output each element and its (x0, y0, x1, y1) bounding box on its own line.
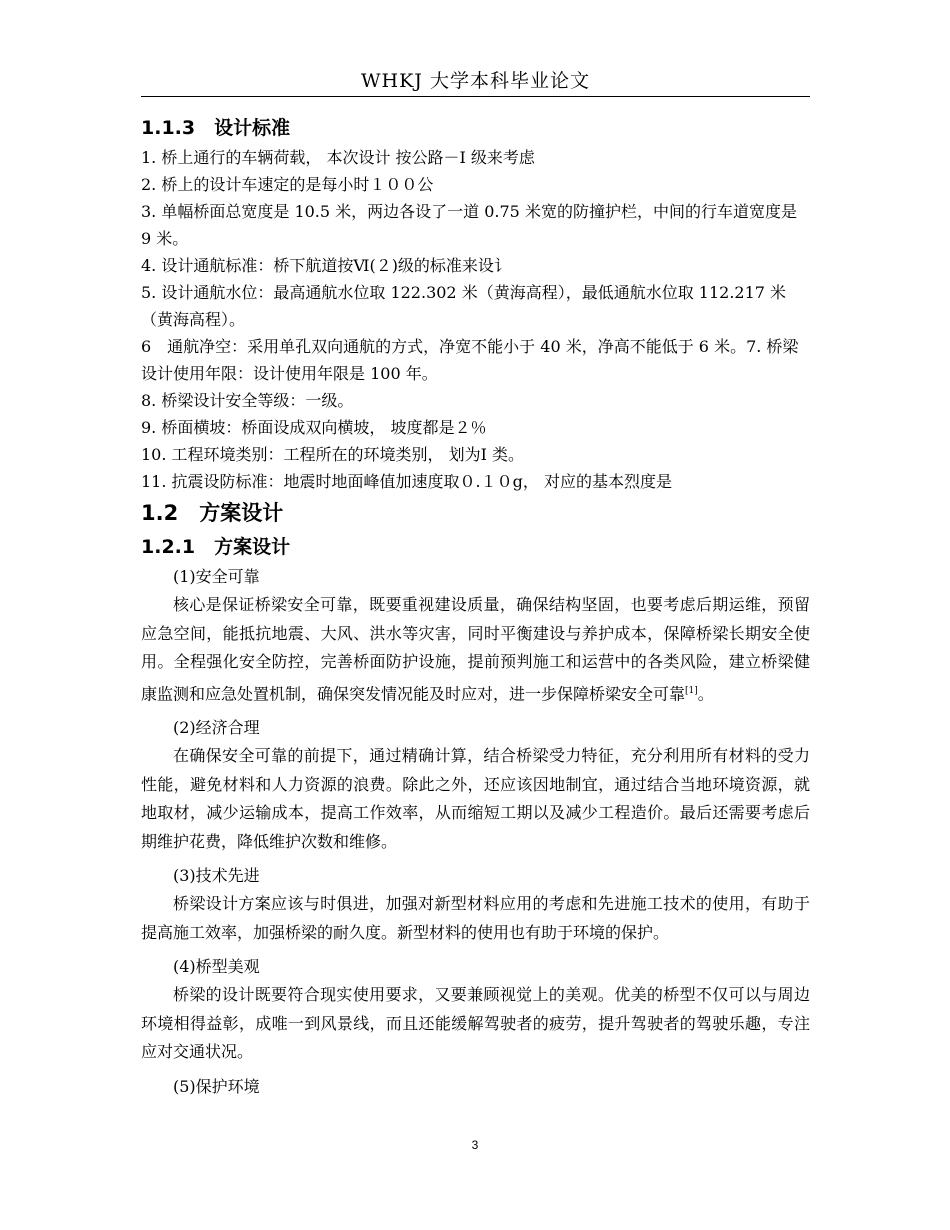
paragraph-technology: 桥梁设计方案应该与时俱进，加强对新型材料应用的考虑和先进施工技术的使用，有助于提高施工效率，加强桥梁的耐久度。新型材料的使用也有助于环境的保护。 (141, 894, 810, 942)
standard-item-5: 5. 设计通航水位：最高通航水位取 122.302 米（黄海高程），最低通航水位取 112.217 米（黄海高程）。 (141, 283, 787, 329)
standard-item-6-7: 6 通航净空：采用单孔双向通航的方式，净宽不能小于 40 米，净高不能低于 6 米。7. 桥梁设计使用年限：设计使用年限是 100 年。 (141, 337, 799, 383)
standard-item-2: 2. 桥上的设计车速定的是每小时１００公 (141, 175, 434, 194)
standard-item-1: 1. 桥上通行的车辆荷载， 本次设计 按公路－I 级来考虑 (141, 148, 535, 167)
subheading-aesthetics: (4)桥型美观 (173, 957, 260, 977)
subheading-environment: (5)保护环境 (173, 1076, 260, 1096)
page-header: WHKJ 大学本科毕业论文 (141, 66, 810, 97)
citation-ref: [1] (685, 685, 698, 696)
section-heading-1-2: 1.2 方案设计 (141, 501, 284, 525)
section-heading-1-2-1: 1.2.1 方案设计 (141, 536, 291, 558)
standard-item-4: 4. 设计通航标准：桥下航道按Ⅵ(２)级的标准来设讠 (141, 256, 510, 275)
subheading-safety: (1)安全可靠 (173, 567, 260, 586)
paragraph-economy: 在确保安全可靠的前提下，通过精确计算，结合桥梁受力特征，充分利用所有材料的受力性能，避免材料和人力资源的浪费。除此之外，还应该因地制宜，通过结合当地环境资源，就地取材，减少运输成本，提高工作效率，从而缩短工期以及减少工程造价。最后还需要考虑后期维护花费，降低维护次数和维修。 (141, 746, 810, 851)
standard-item-8: 8. 桥梁设计安全等级：一级。 (141, 391, 354, 410)
standard-item-9: 9. 桥面横坡：桥面设成双向横坡， 坡度都是２％ (141, 418, 487, 437)
standard-item-10: 10. 工程环境类别：工程所在的环境类别， 划为I 类。 (141, 445, 525, 464)
page-number: 3 (471, 1138, 479, 1152)
paragraph-safety-text: 核心是保证桥梁安全可靠，既要重视建设质量，确保结构坚固，也要考虑后期运维，预留应急空间，能抵抗地震、大风、洪水等灾害，同时平衡建设与养护成本，保障桥梁长期安全使用。全程强化安全防控，完善桥面防护设施，提前预判施工和运营中的各类风险，建立桥梁健康监测和应急处置机制，确保突发情况能及时应对，进一步保障桥梁安全可靠 (141, 595, 810, 703)
standard-item-3: 3. 单幅桥面总宽度是 10.5 米，两边各设了一道 0.75 米宽的防撞护栏，中间的行车道宽度是 9 米。 (141, 202, 797, 248)
standard-item-11: 11. 抗震设防标准：地震时地面峰值加速度取０.１０g， 对应的基本烈度是 (141, 472, 672, 491)
subheading-economy: (2)经济合理 (173, 718, 260, 738)
document-body (141, 112, 810, 1101)
paragraph-aesthetics: 桥梁的设计既要符合现实使用要求，又要兼顾视觉上的美观。优美的桥型不仅可以与周边环境相得益彰，成唯一到风景线，而且还能缓解驾驶者的疲劳，提升驾驶者的驾驶乐趣，专注应对交通状况。 (141, 985, 810, 1062)
subheading-technology: (3)技术先进 (173, 866, 260, 886)
section-heading-1-1-3: 1.1.3 设计标准 (141, 117, 291, 139)
paragraph-safety-tail: 。 (697, 683, 714, 703)
paragraph-safety (141, 591, 810, 708)
